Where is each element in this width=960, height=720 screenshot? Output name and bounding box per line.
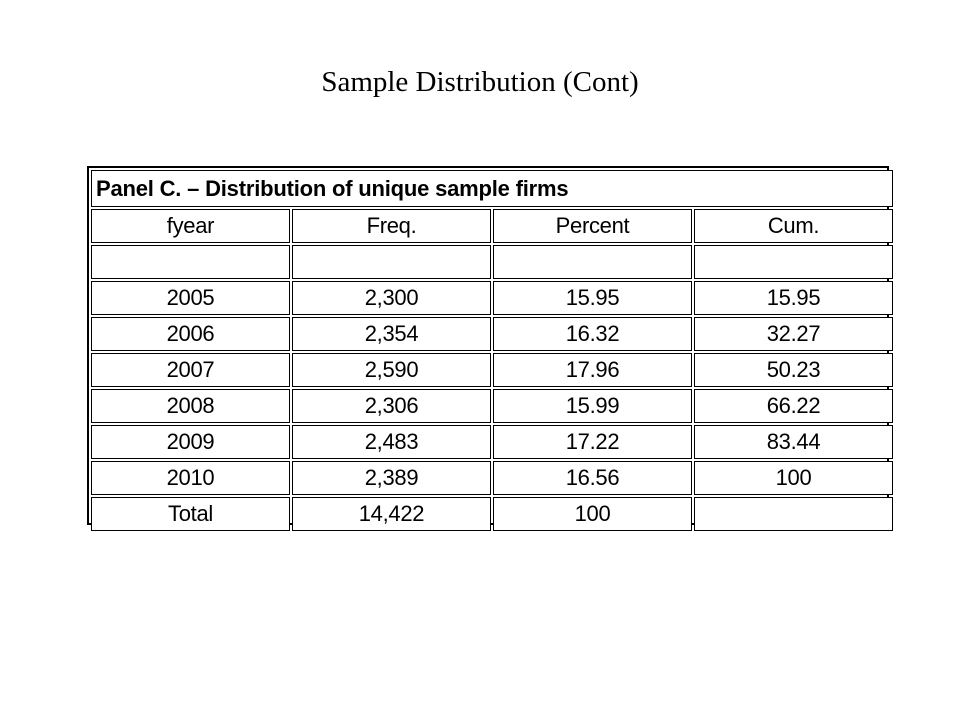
cell-percent: 17.96 [493, 353, 692, 387]
distribution-table-frame [87, 166, 889, 525]
cell-cum: 83.44 [694, 425, 893, 459]
cell-freq: 14,422 [292, 497, 491, 531]
cell-freq: 2,389 [292, 461, 491, 495]
cell-fyear: Total [91, 497, 290, 531]
table-row [91, 425, 893, 459]
blank-row [91, 245, 893, 279]
cell-cum: 15.95 [694, 281, 893, 315]
cell-percent: 17.22 [493, 425, 692, 459]
table-row [91, 281, 893, 315]
panel-title-row [91, 170, 893, 207]
cell-percent: 16.56 [493, 461, 692, 495]
cell-fyear: 2006 [91, 317, 290, 351]
column-header-percent: Percent [493, 209, 692, 243]
cell-freq: 2,300 [292, 281, 491, 315]
cell-percent [493, 245, 692, 279]
cell-fyear: 2010 [91, 461, 290, 495]
cell-percent: 15.99 [493, 389, 692, 423]
cell-freq: 2,590 [292, 353, 491, 387]
cell-percent: 15.95 [493, 281, 692, 315]
cell-fyear: 2009 [91, 425, 290, 459]
column-header-freq: Freq. [292, 209, 491, 243]
total-row [91, 497, 893, 531]
header-row [91, 209, 893, 243]
cell-cum: 66.22 [694, 389, 893, 423]
cell-freq: 2,306 [292, 389, 491, 423]
cell-freq: 2,354 [292, 317, 491, 351]
table-row [91, 461, 893, 495]
cell-freq [292, 245, 491, 279]
cell-fyear: 2007 [91, 353, 290, 387]
cell-cum: 50.23 [694, 353, 893, 387]
cell-fyear: 2005 [91, 281, 290, 315]
cell-cum: 32.27 [694, 317, 893, 351]
cell-percent: 16.32 [493, 317, 692, 351]
panel-title: Panel C. – Distribution of unique sample firms [91, 170, 893, 207]
table-row [91, 389, 893, 423]
distribution-table [89, 168, 895, 533]
cell-cum [694, 245, 893, 279]
cell-freq: 2,483 [292, 425, 491, 459]
cell-cum [694, 497, 893, 531]
table-row [91, 353, 893, 387]
column-header-cum: Cum. [694, 209, 893, 243]
cell-percent: 100 [493, 497, 692, 531]
column-header-fyear: fyear [91, 209, 290, 243]
slide-title: Sample Distribution (Cont) [321, 66, 639, 98]
cell-fyear: 2008 [91, 389, 290, 423]
cell-cum: 100 [694, 461, 893, 495]
table-row [91, 317, 893, 351]
cell-fyear [91, 245, 290, 279]
